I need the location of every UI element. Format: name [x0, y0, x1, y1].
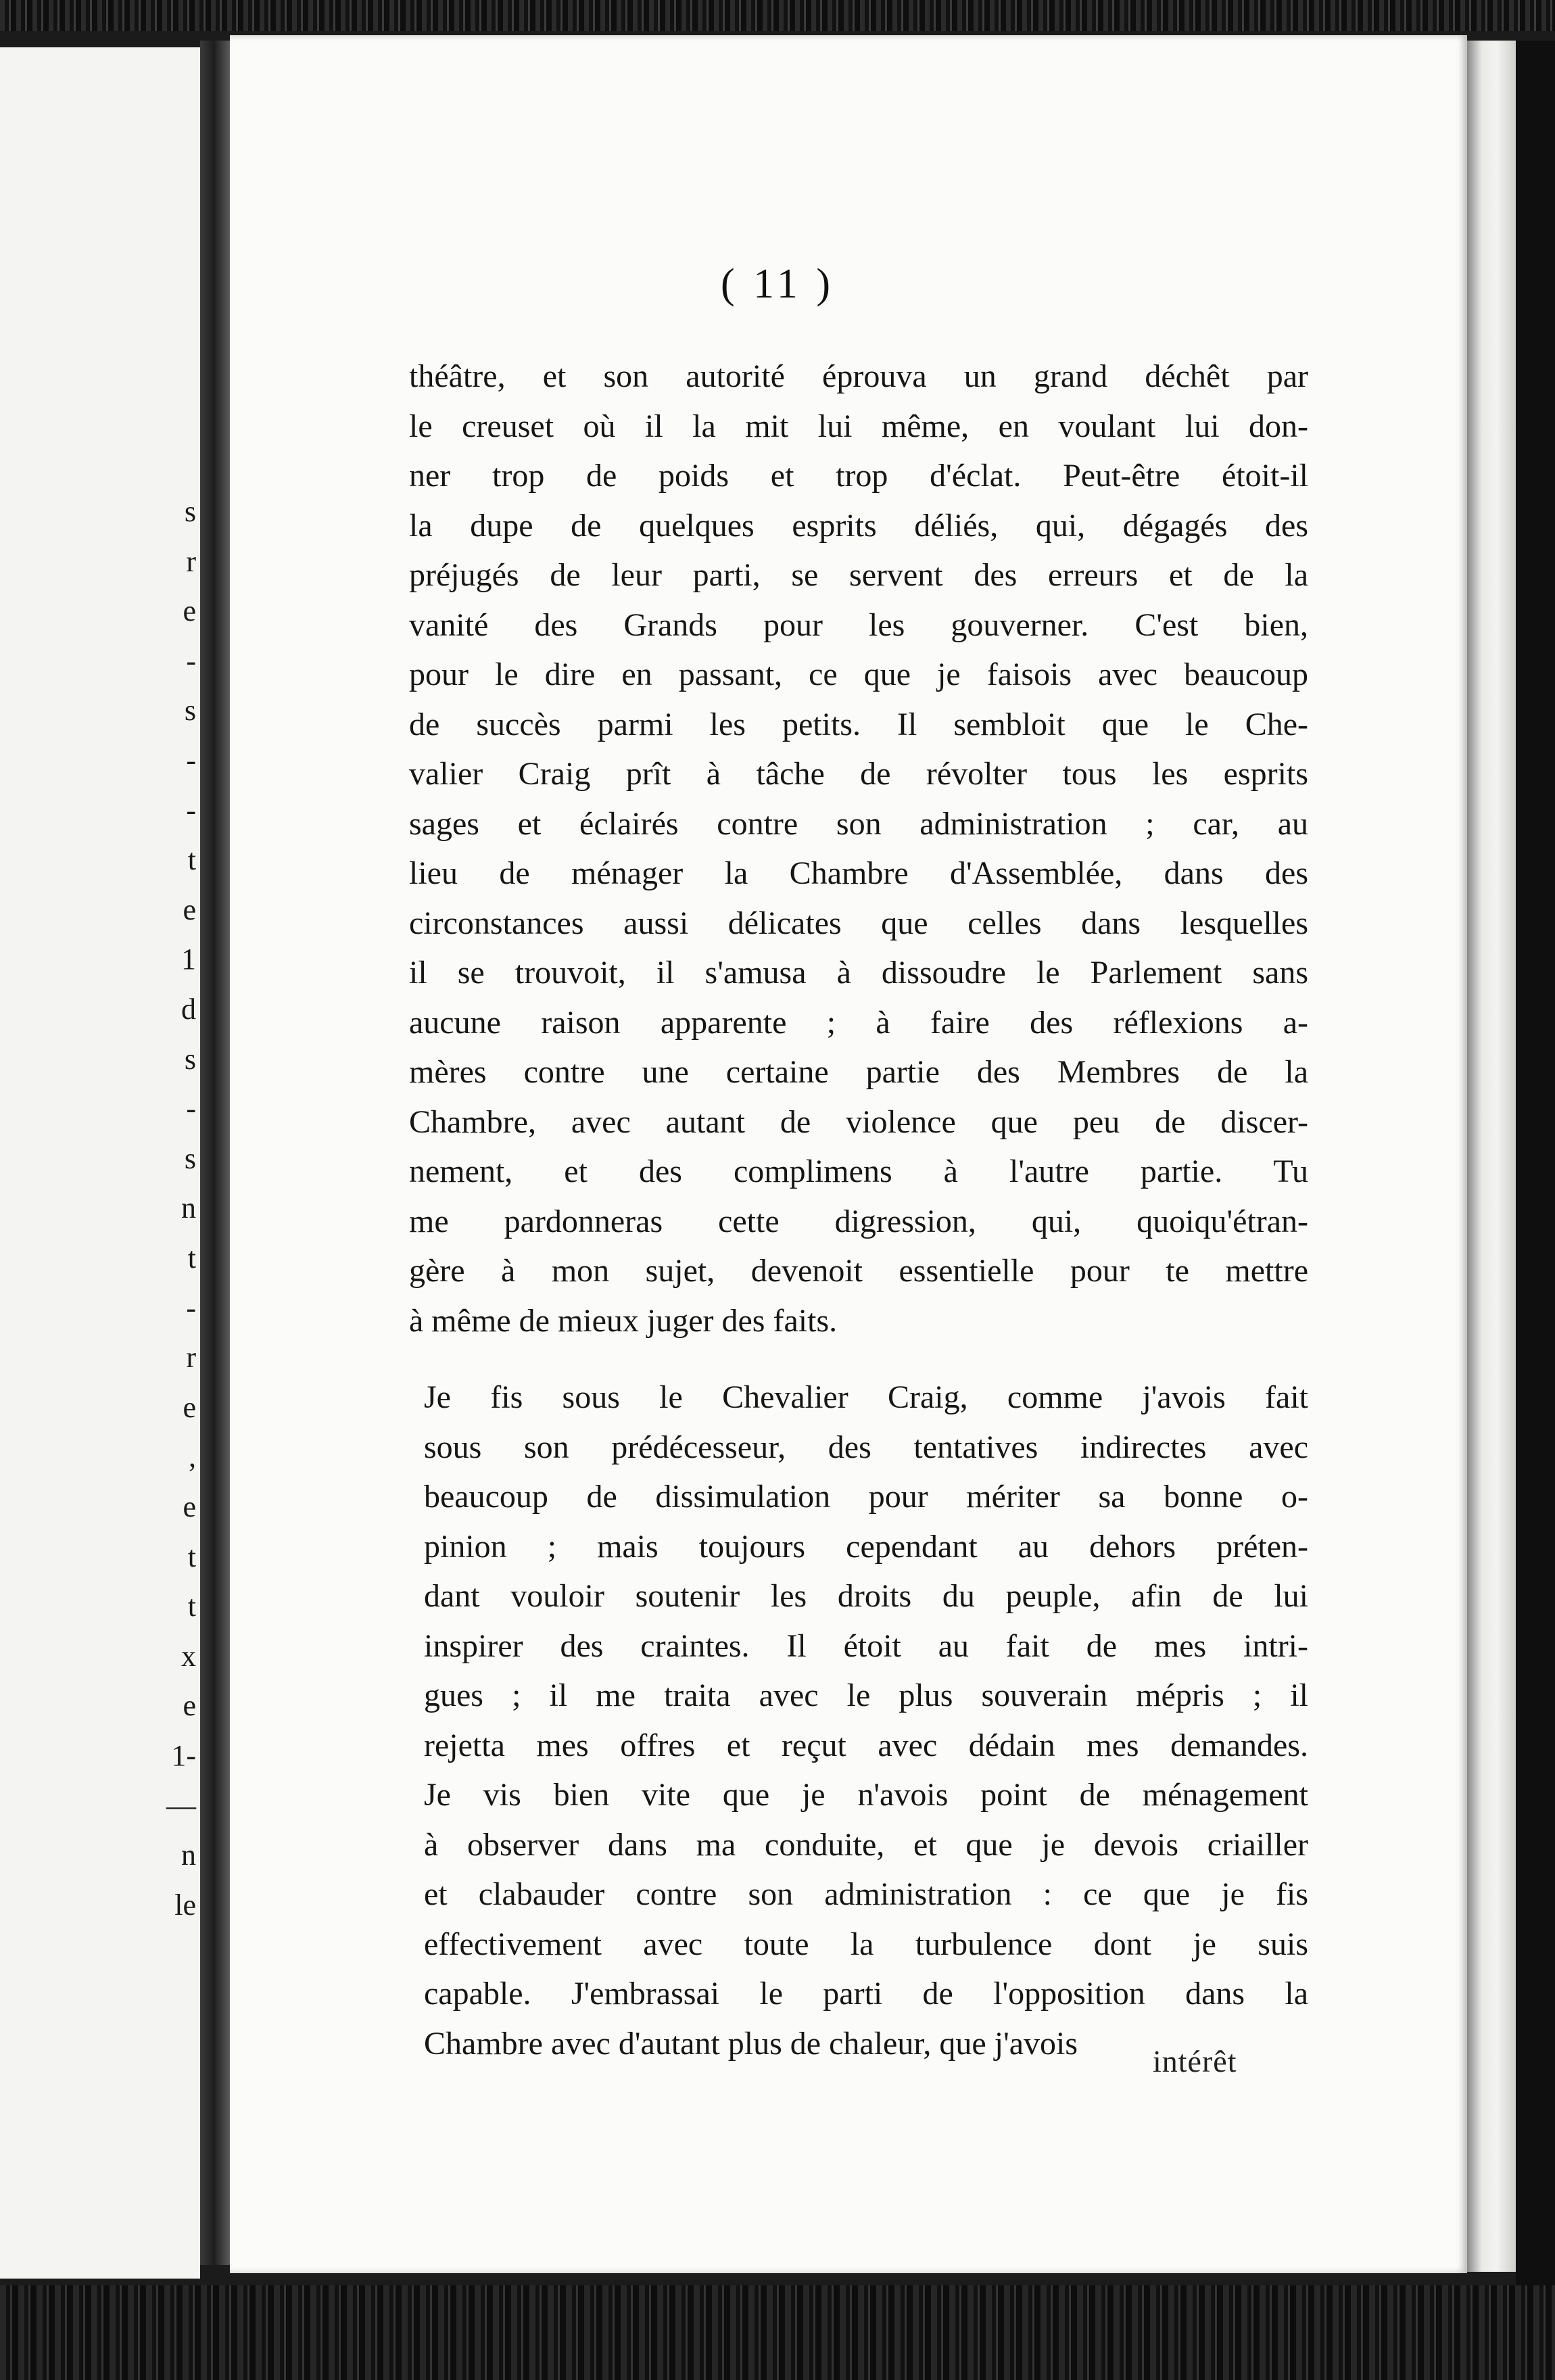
- text-line: pour le dire en passant, ce que je faisois avec beaucoup: [409, 657, 1308, 692]
- facing-page-letter: n: [181, 1191, 196, 1225]
- facing-page-letter: 1-: [171, 1739, 196, 1772]
- paragraph-2: [409, 1373, 1308, 2068]
- text-line: sages et éclairés contre son administration ; car, au: [409, 805, 1308, 842]
- facing-page-letter: -: [186, 1291, 196, 1325]
- facing-page-letter: t: [187, 843, 196, 877]
- facing-page-letter: x: [181, 1639, 196, 1673]
- text-line: de succès parmi les petits. Il sembloit que le Che-: [409, 706, 1308, 742]
- facing-page-letter: t: [187, 1540, 196, 1573]
- facing-page-letter: e: [183, 892, 196, 926]
- text-line: ner trop de poids et trop d'éclat. Peut-être étoit-il: [409, 458, 1308, 494]
- facing-page-letter: ,: [189, 1440, 196, 1474]
- scan-bottom-edge: [0, 2285, 1555, 2380]
- facing-page-letter: t: [187, 1241, 196, 1275]
- text-line: préjugés de leur parti, se servent des erreurs et de la: [409, 557, 1308, 593]
- text-line: capable. J'embrassai le parti de l'opposition dans la: [424, 1976, 1308, 2012]
- facing-page-letter: -: [186, 1092, 196, 1126]
- text-line: Je fis sous le Chevalier Craig, comme j'avois fait: [424, 1379, 1308, 1415]
- text-line: vanité des Grands pour les gouverner. C'est bien,: [409, 606, 1308, 643]
- text-line: le creuset où il la mit lui même, en voulant lui don-: [409, 408, 1308, 444]
- facing-page-letter: -: [186, 793, 196, 827]
- page-edge-right: [1467, 41, 1516, 2272]
- facing-page-letter: -: [186, 744, 196, 777]
- facing-page-letter: e: [183, 594, 196, 628]
- paragraph-gap: [409, 1346, 1308, 1373]
- text-line: dant vouloir soutenir les droits du peuple, afin de lui: [424, 1578, 1308, 1614]
- facing-page-letter: s: [184, 1042, 196, 1076]
- facing-page-letter: e: [183, 1390, 196, 1424]
- text-line: mères contre une certaine partie des Membres de la: [409, 1054, 1308, 1090]
- facing-page-letter: —: [166, 1788, 196, 1822]
- facing-page-letter: n: [181, 1838, 196, 1872]
- scan-right-border: [1516, 41, 1555, 2285]
- text-line: valier Craig prît à tâche de révolter tous les esprits: [409, 756, 1308, 792]
- text-line: à observer dans ma conduite, et que je devois criailler: [424, 1826, 1308, 1863]
- text-line: Chambre, avec autant de violence que peu de discer-: [409, 1103, 1308, 1140]
- body-text: [409, 352, 1308, 2068]
- facing-page-letter: s: [184, 495, 196, 528]
- text-line: inspirer des craintes. Il étoit au fait de mes intri-: [424, 1627, 1308, 1664]
- paragraph-1: [409, 352, 1308, 1346]
- facing-page-letter: d: [181, 993, 196, 1026]
- text-line: aucune raison apparente ; à faire des réflexions a-: [409, 1004, 1308, 1041]
- facing-page-letter: -: [186, 644, 196, 677]
- text-line: la dupe de quelques esprits déliés, qui, dégagés des: [409, 507, 1308, 544]
- text-line: Chambre avec d'autant plus de chaleur, que j'avois: [424, 2025, 1078, 2062]
- text-line: sous son prédécesseur, des tentatives indirectes avec: [424, 1429, 1308, 1465]
- text-line: circonstances aussi délicates que celles dans lesquelles: [409, 905, 1308, 941]
- facing-page-letter: le: [174, 1888, 196, 1922]
- facing-page-letter: r: [186, 544, 196, 578]
- facing-page-letter: e: [183, 1490, 196, 1523]
- text-line: il se trouvoit, il s'amusa à dissoudre le Parlement sans: [409, 955, 1308, 991]
- text-line: beaucoup de dissimulation pour mériter sa bonne o-: [424, 1479, 1308, 1515]
- text-line: me pardonneras cette digression, qui, quoiqu'étran-: [409, 1203, 1308, 1239]
- facing-page-letter: s: [184, 1141, 196, 1175]
- text-line: nement, et des complimens à l'autre partie. Tu: [409, 1153, 1308, 1189]
- facing-page-letter: e: [183, 1689, 196, 1723]
- text-line: lieu de ménager la Chambre d'Assemblée, dans des: [409, 855, 1308, 891]
- text-line: effectivement avec toute la turbulence dont je suis: [424, 1926, 1308, 1962]
- facing-page-letter: r: [186, 1341, 196, 1375]
- text-line: et clabauder contre son administration : ce que je fis: [424, 1876, 1308, 1912]
- scan-top-edge: [0, 0, 1555, 31]
- catchword: intérêt: [1153, 2044, 1237, 2078]
- facing-page-letter: s: [184, 694, 196, 728]
- facing-page-fragment: [0, 47, 200, 2279]
- facing-page-letter: 1: [181, 943, 196, 976]
- text-line: théâtre, et son autorité éprouva un grand déchêt par: [409, 358, 1308, 394]
- page-number: ( 11 ): [721, 261, 834, 307]
- text-line: Je vis bien vite que je n'avois point de ménagement: [424, 1777, 1308, 1813]
- text-line: gère à mon sujet, devenoit essentielle pour te mettre: [409, 1253, 1308, 1289]
- text-line: gues ; il me traita avec le plus souverain mépris ; il: [424, 1677, 1308, 1713]
- text-line: rejetta mes offres et reçut avec dédain mes demandes.: [424, 1727, 1308, 1763]
- facing-page-letter: t: [187, 1590, 196, 1623]
- text-line: pinion ; mais toujours cependant au dehors préten-: [424, 1528, 1308, 1565]
- text-line: à même de mieux juger des faits.: [409, 1302, 838, 1339]
